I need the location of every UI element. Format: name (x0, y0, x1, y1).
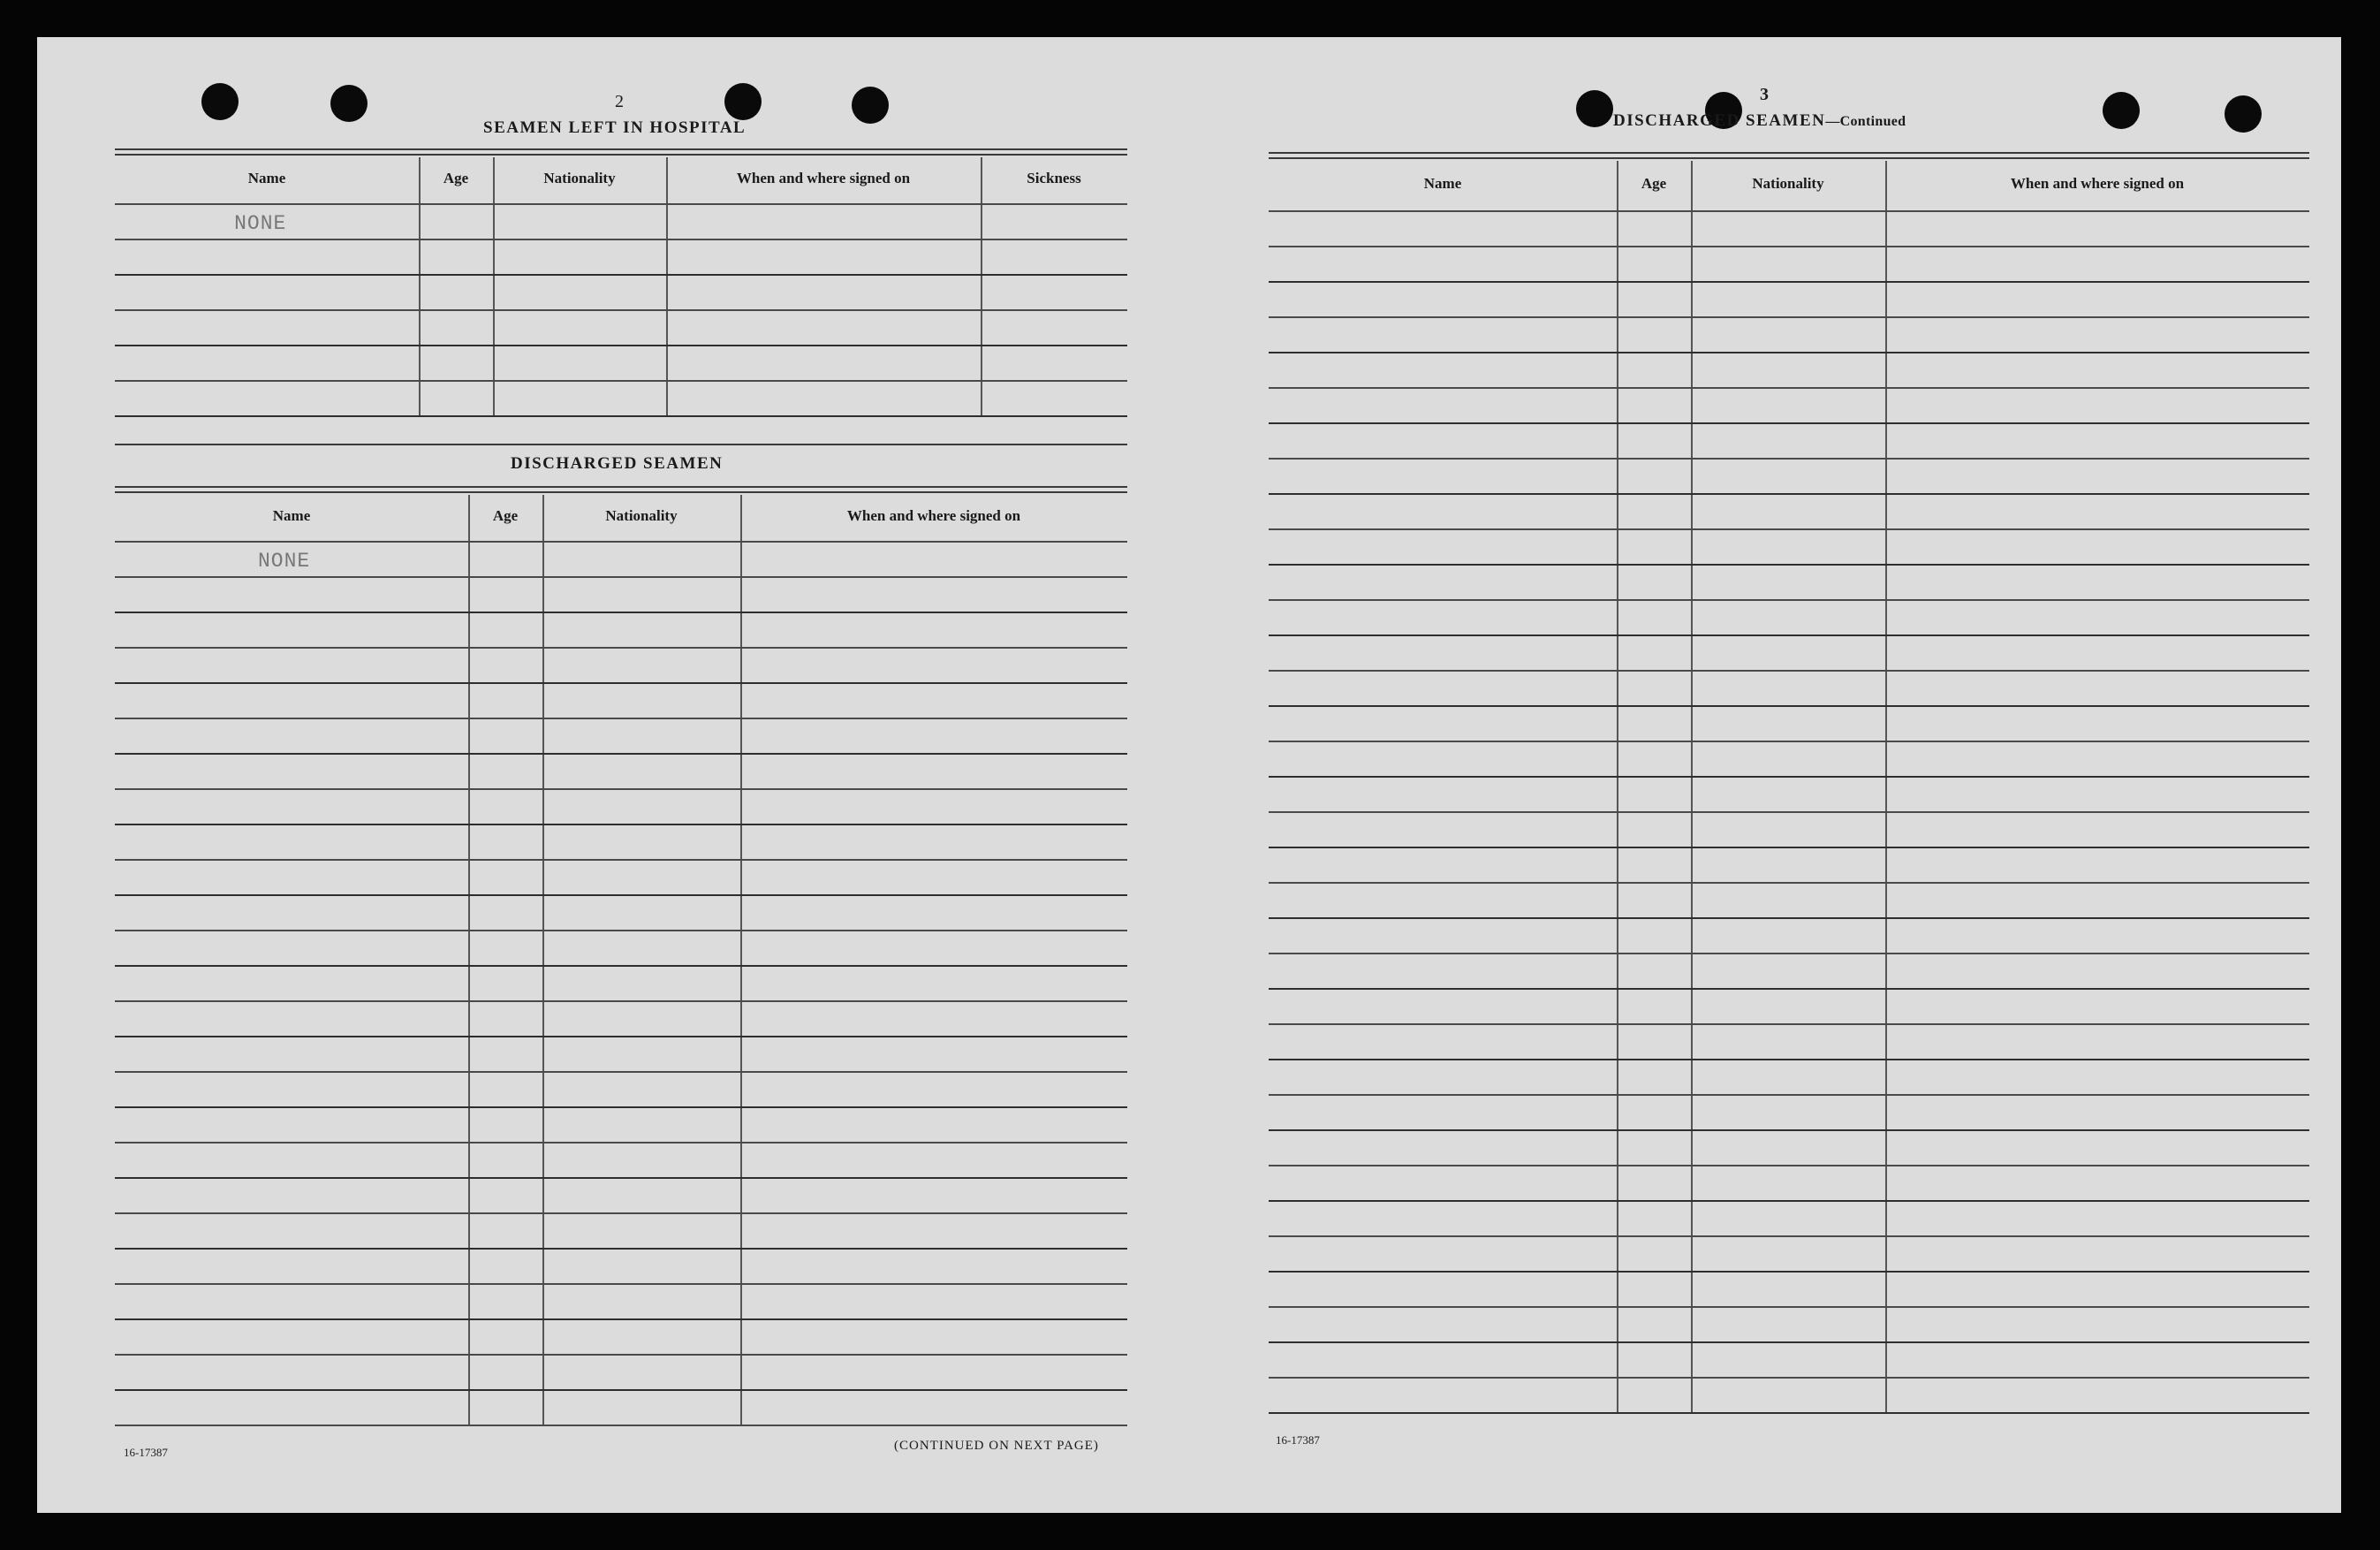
row-rule (115, 239, 1127, 240)
column-divider (419, 157, 421, 415)
row-rule (1269, 634, 2309, 636)
row-rule (1269, 1129, 2309, 1131)
row-rule (1269, 847, 2309, 848)
header-rule (115, 203, 1127, 205)
row-rule (1269, 352, 2309, 353)
hospital-section-title: SEAMEN LEFT IN HOSPITAL (483, 118, 747, 137)
column-divider (468, 495, 470, 1425)
row-rule (115, 1000, 1127, 1002)
column-header: Name (272, 507, 311, 524)
row-rule (115, 1177, 1127, 1179)
discharged-top-rule (115, 491, 1127, 493)
row-rule (1269, 1094, 2309, 1096)
row-rule (1269, 988, 2309, 990)
row-rule (1269, 1341, 2309, 1343)
punch-hole (330, 85, 368, 122)
hospital-top-rule (115, 148, 1127, 150)
row-rule (1269, 493, 2309, 495)
row-rule (115, 1389, 1127, 1391)
right-section-title (1613, 111, 1906, 131)
header-rule (1269, 210, 2309, 212)
row-rule (1269, 246, 2309, 247)
punch-hole (2225, 95, 2262, 133)
column-header: Age (492, 507, 519, 524)
right-top-rule (1269, 152, 2309, 154)
right-discharged-table (1269, 161, 2309, 1412)
row-rule (1269, 741, 2309, 742)
row-rule (1269, 599, 2309, 601)
row-rule (1269, 316, 2309, 318)
row-rule (1269, 387, 2309, 389)
column-header: Nationality (543, 170, 616, 186)
row-rule (1269, 1235, 2309, 1237)
row-rule (1269, 1306, 2309, 1308)
row-rule (115, 965, 1127, 967)
column-header: When and where signed on (2010, 175, 2185, 192)
column-divider (666, 157, 668, 415)
row-rule (115, 345, 1127, 346)
row-rule (115, 682, 1127, 684)
row-rule (1269, 1165, 2309, 1166)
row-rule (115, 1142, 1127, 1144)
row-rule (115, 309, 1127, 311)
column-header: Name (1423, 175, 1462, 192)
row-rule (115, 1318, 1127, 1320)
row-rule (115, 1354, 1127, 1356)
row-rule (1269, 1059, 2309, 1060)
row-rule (115, 894, 1127, 896)
row-rule (115, 718, 1127, 719)
row-rule (1269, 422, 2309, 424)
row-rule (115, 380, 1127, 382)
column-divider (493, 157, 495, 415)
right-form-number: 16-17387 (1276, 1433, 1320, 1447)
row-rule (1269, 670, 2309, 672)
right-title-suffix: —Continued (1825, 114, 1906, 129)
hospital-table (115, 157, 1127, 415)
column-divider (981, 157, 982, 415)
row-rule (115, 753, 1127, 755)
column-divider (542, 495, 544, 1425)
row-rule (115, 1425, 1127, 1426)
row-rule (1269, 1377, 2309, 1379)
punch-hole (852, 87, 889, 124)
column-header: Nationality (1752, 175, 1824, 192)
row-rule (115, 1212, 1127, 1214)
punch-hole (2103, 92, 2140, 129)
row-rule (115, 576, 1127, 578)
discharged-table (115, 495, 1127, 1425)
row-rule (1269, 776, 2309, 778)
row-rule (115, 1071, 1127, 1073)
row-rule (1269, 1023, 2309, 1025)
left-form-number: 16-17387 (124, 1446, 168, 1459)
row-rule (115, 788, 1127, 790)
column-divider (740, 495, 742, 1425)
column-header: Name (247, 170, 286, 186)
row-rule (115, 1248, 1127, 1250)
row-rule (1269, 528, 2309, 530)
typed-entry: NONE (234, 212, 287, 235)
row-rule (1269, 1271, 2309, 1273)
punch-hole (1576, 90, 1613, 127)
row-rule (1269, 917, 2309, 919)
row-rule (115, 1283, 1127, 1285)
row-rule (115, 274, 1127, 276)
right-top-rule (1269, 157, 2309, 159)
right-page-number: 3 (1760, 85, 1769, 104)
document-sheet (37, 37, 2341, 1513)
punch-hole (201, 83, 239, 120)
row-rule (1269, 458, 2309, 460)
discharged-section-title: DISCHARGED SEAMEN (511, 454, 724, 473)
row-rule (1269, 1412, 2309, 1414)
row-rule (115, 1036, 1127, 1037)
row-rule (1269, 953, 2309, 954)
row-rule (1269, 564, 2309, 566)
row-rule (115, 612, 1127, 613)
typed-entry: NONE (258, 550, 311, 573)
row-rule (115, 415, 1127, 417)
punch-hole (724, 83, 762, 120)
column-header: When and where signed on (736, 170, 911, 186)
hospital-bottom-rule (115, 444, 1127, 445)
column-divider (1885, 161, 1887, 1412)
row-rule (115, 824, 1127, 825)
row-rule (115, 647, 1127, 649)
continued-footer: (CONTINUED ON NEXT PAGE) (894, 1439, 1099, 1453)
row-rule (1269, 705, 2309, 707)
hospital-top-rule (115, 154, 1127, 156)
row-rule (1269, 1200, 2309, 1202)
right-title-main: DISCHARGED SEAMEN (1613, 111, 1826, 130)
column-header: Age (1641, 175, 1667, 192)
column-header: Age (443, 170, 469, 186)
row-rule (115, 859, 1127, 861)
row-rule (1269, 811, 2309, 813)
row-rule (1269, 281, 2309, 283)
left-page-number: 2 (615, 92, 624, 111)
column-header: When and where signed on (846, 507, 1021, 524)
header-rule (115, 541, 1127, 543)
column-divider (1617, 161, 1618, 1412)
column-divider (1691, 161, 1693, 1412)
row-rule (1269, 882, 2309, 884)
discharged-top-rule (115, 486, 1127, 488)
row-rule (115, 930, 1127, 931)
row-rule (115, 1106, 1127, 1108)
column-header: Nationality (605, 507, 678, 524)
column-header: Sickness (1027, 170, 1081, 186)
